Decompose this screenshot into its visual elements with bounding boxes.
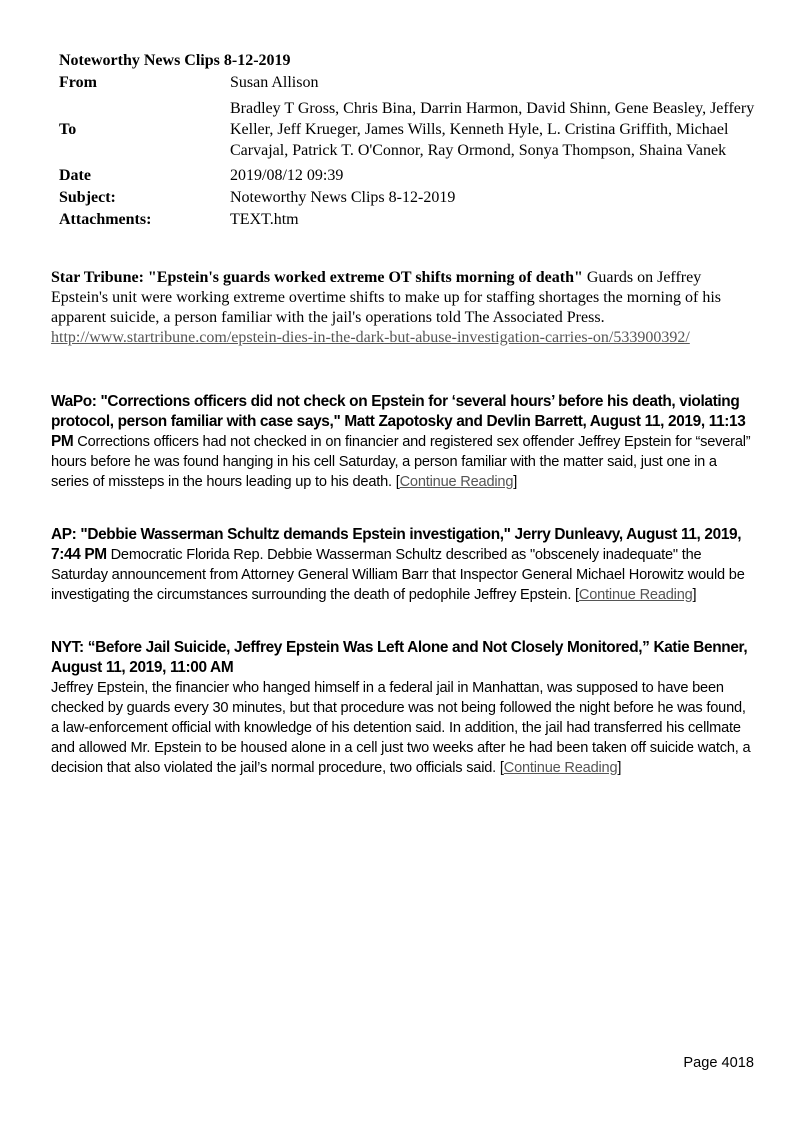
from-value: Susan Allison [230, 74, 319, 91]
continue-reading-link[interactable]: Continue Reading [578, 587, 693, 603]
from-row [59, 72, 759, 94]
attachments-row [59, 209, 759, 231]
to-value: Bradley T Gross, Chris Bina, Darrin Harmon, David Shinn, Gene Beasley, Jeffery Keller, Jeff Krueger, James Wills, Kenneth Hyle, L. Cristina Griffith, Michael Carvajal, Patrick T. O'Connor, Ray Ormond, Sonya Thompson, Shaina Vanek [230, 100, 755, 159]
story-link[interactable]: http://www.startribune.com/epstein-dies-in-the-dark-but-abuse-investigation-carries-on/533900392/ [51, 329, 690, 346]
date-label: Date [59, 167, 91, 184]
attachments-value: TEXT.htm [230, 211, 299, 228]
attachments-label: Attachments: [59, 211, 152, 228]
story-ap [51, 525, 756, 605]
subject-value: Noteworthy News Clips 8-12-2019 [230, 189, 456, 206]
page-number: Page 4018 [683, 1055, 754, 1071]
email-title: Noteworthy News Clips 8-12-2019 [59, 52, 291, 69]
bracket-close: ] [692, 587, 697, 603]
story-body: Jeffrey Epstein, the financier who hanged himself in a federal jail in Manhattan, was supposed to have been checked by guards every 30 minutes, but that procedure was not being followed the night before he was found, a law-enforcement official with knowledge of his detention said. In addition, the jail had transferred his cellmate and allowed Mr. Epstein to be housed alone in a cell just two weeks after he had been taken off suicide watch, a decision that also violated the jail’s normal procedure, two officials said. [ [51, 680, 751, 776]
date-row [59, 165, 759, 187]
email-header [59, 50, 759, 231]
story-star-tribune [51, 268, 756, 348]
subject-label: Subject: [59, 189, 116, 206]
story-wapo [51, 392, 756, 492]
from-label: From [59, 74, 97, 91]
to-label: To [59, 120, 77, 138]
story-headline: Star Tribune: "Epstein's guards worked extreme OT shifts morning of death" [51, 269, 583, 286]
to-row [59, 94, 759, 165]
subject-row [59, 187, 759, 209]
story-body: Democratic Florida Rep. Debbie Wasserman Schultz described as "obscenely inadequate" the Saturday announcement from Attorney General William Barr that Inspector General Michael Horowitz would be investigating the circumstances surrounding the death of pedophile Jeffrey Epstein. [ [51, 547, 745, 603]
story-body: Corrections officers had not checked in on financier and registered sex offender Jeffrey Epstein for “several” hours before he was found hanging in his cell Saturday, a person familiar with the matter said, just one in a series of missteps in the hours leading up to his death. [ [51, 434, 751, 490]
bracket-close: ] [617, 760, 622, 776]
continue-reading-link[interactable]: Continue Reading [503, 760, 618, 776]
story-headline: AP: "Debbie Wasserman Schultz demands Epstein investigation," Jerry Dunleavy, August 11, 2019, 7:44 PM [51, 526, 742, 563]
story-nyt [51, 638, 756, 778]
story-body: Guards on Jeffrey Epstein's unit were working extreme overtime shifts to make up for staffing shortages the morning of his apparent suicide, a person familiar with the jail's operations told The Associated Press. [51, 269, 721, 326]
bracket-close: ] [513, 474, 518, 490]
story-headline: NYT: “Before Jail Suicide, Jeffrey Epstein Was Left Alone and Not Closely Monitored,” Katie Benner, August 11, 2019, 11:00 AM [51, 639, 748, 676]
story-headline: WaPo: "Corrections officers did not check on Epstein for ‘several hours’ before his death, violating protocol, person familiar with case says," Matt Zapotosky and Devlin Barrett, August 11, 2019, 11:13 PM [51, 393, 746, 450]
continue-reading-link[interactable]: Continue Reading [399, 474, 514, 490]
date-value: 2019/08/12 09:39 [230, 167, 344, 184]
